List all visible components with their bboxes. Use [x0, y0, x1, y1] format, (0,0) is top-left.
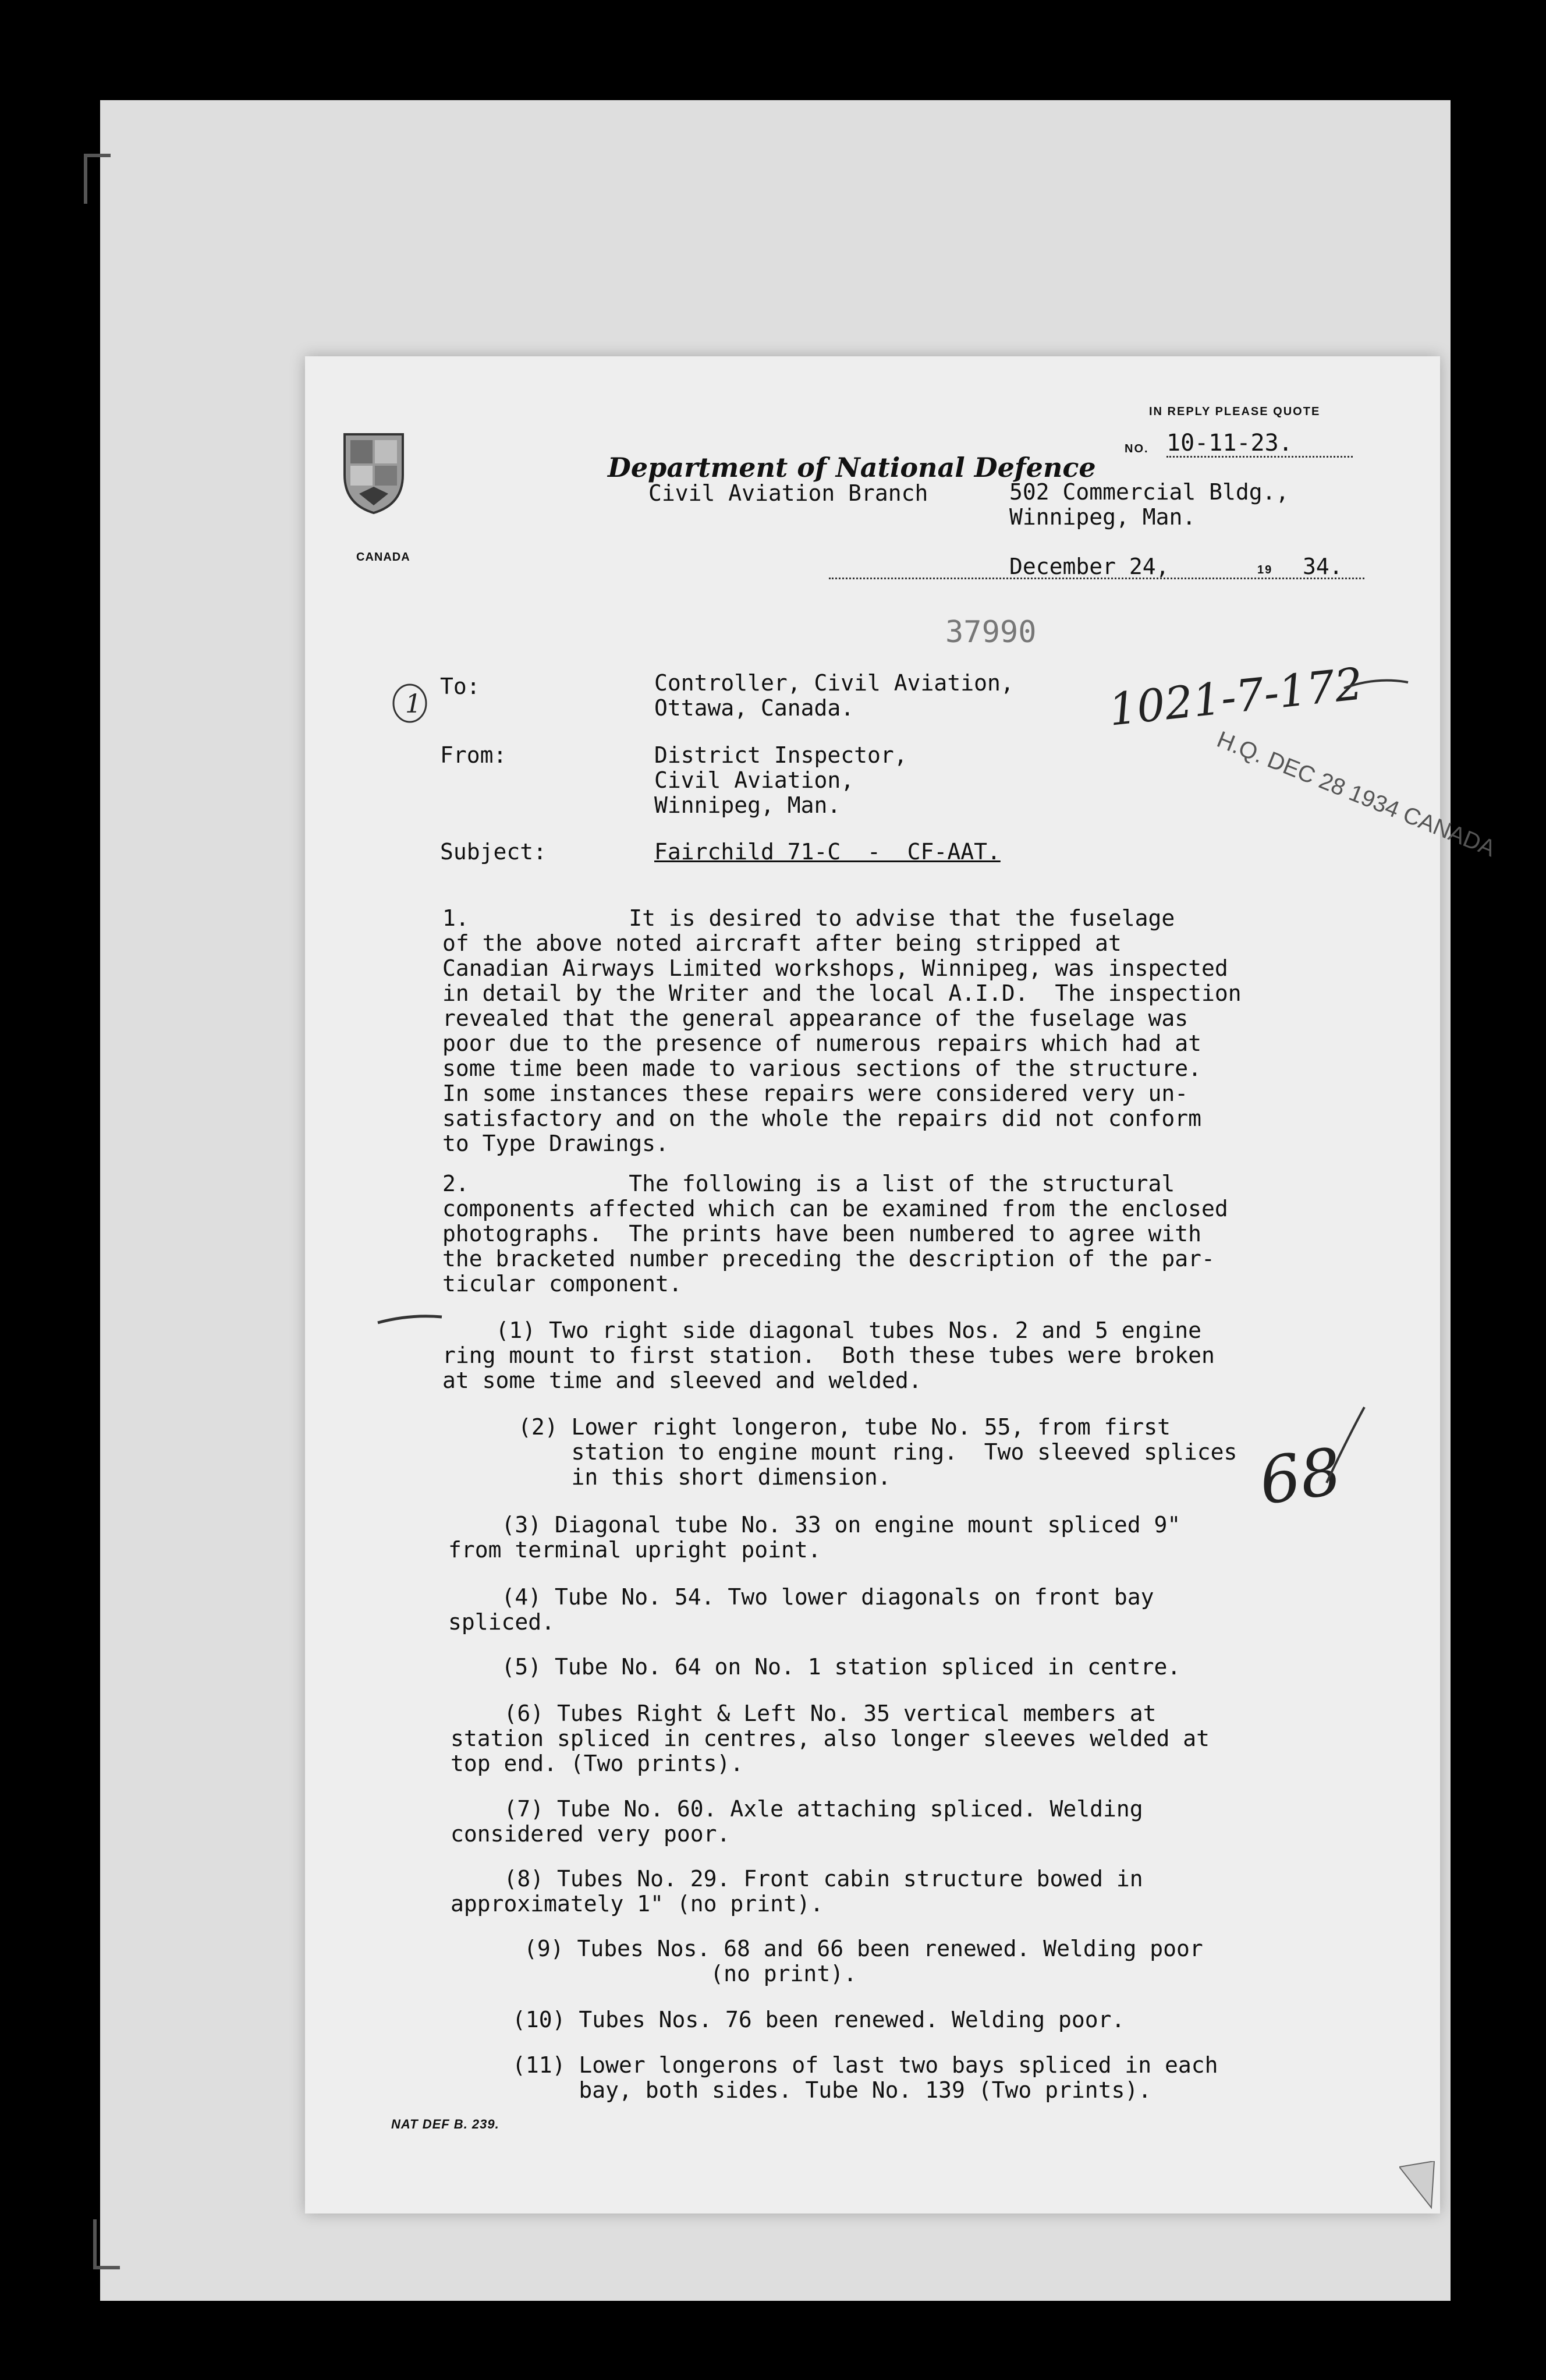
- address-line-1: 502 Commercial Bldg.,: [1009, 479, 1289, 505]
- branch-name: Civil Aviation Branch: [648, 480, 928, 506]
- subject-label: Subject:: [440, 839, 547, 865]
- list-item-6: (6) Tubes Right & Left No. 35 vertical members at station spliced in centres, also longer sleeves welded at top end. (Two prints).: [451, 1701, 1210, 1776]
- from-line-2: Civil Aviation,: [654, 767, 854, 793]
- date-century: 19: [1257, 564, 1273, 576]
- handwritten-underline: [1341, 671, 1411, 694]
- file-number: 10-11-23.: [1166, 431, 1353, 458]
- circled-annotation-text: 1: [405, 689, 421, 719]
- coat-of-arms-caption: CANADA: [356, 551, 410, 564]
- margin-stroke: [1324, 1404, 1370, 1486]
- crop-mark-bottom-left: [93, 2219, 120, 2269]
- list-item-5: (5) Tube No. 64 on No. 1 station spliced in centre.: [448, 1654, 1181, 1680]
- letter-page: [305, 356, 1499, 2213]
- file-number-label: NO.: [1125, 442, 1149, 455]
- reply-quote-label: IN REPLY PLEASE QUOTE: [1149, 405, 1321, 418]
- list-item-1: (1) Two right side diagonal tubes Nos. 2 and 5 engine ring mount to first station. Both these tubes were broken at some time and sleeved and welded.: [442, 1318, 1215, 1393]
- registry-stamp-number: 37990: [945, 615, 1037, 650]
- list-item-11: (11) Lower longerons of last two bays spliced in each bay, both sides. Tube No. 139 (Two prints).: [512, 2052, 1218, 2103]
- form-number: NAT DEF B. 239.: [391, 2117, 499, 2131]
- from-line-1: District Inspector,: [654, 742, 907, 768]
- margin-dash: [375, 1311, 445, 1329]
- coat-of-arms-emblem: [339, 428, 409, 516]
- to-line-2: Ottawa, Canada.: [654, 695, 854, 721]
- received-date-stamp: H.Q. DEC 28 1934 CANADA: [1213, 726, 1499, 862]
- list-item-8: (8) Tubes No. 29. Front cabin structure bowed in approximately 1" (no print).: [451, 1866, 1143, 1917]
- to-line-1: Controller, Civil Aviation,: [654, 670, 1014, 696]
- list-item-9: (9) Tubes Nos. 68 and 66 been renewed. Welding poor (no print).: [524, 1936, 1203, 1986]
- address-line-2: Winnipeg, Man.: [1009, 504, 1196, 530]
- file-reference-handwritten: 1021-7-172: [1106, 657, 1366, 736]
- date-year: 34.: [1303, 554, 1343, 579]
- date-text: December 24,: [1009, 554, 1169, 579]
- department-title: Department of National Defence: [608, 452, 1096, 483]
- to-label: To:: [440, 674, 480, 699]
- margin-number-handwritten: 68: [1254, 1433, 1346, 1520]
- paragraph-1: 1. It is desired to advise that the fuselage of the above noted aircraft after being stripped at Canadian Airways Limited workshops, Winnipeg, was inspected in detail by the Writer and the local A.I.D. The inspection revealed that the general appearance of the fuselage was poor due to the presence of numerous repairs which had at some time been made to various sections of the structure. In some instances these repairs were considered very un- satisfactory and on the whole the repairs did not conform to Type Drawings.: [442, 905, 1242, 1156]
- folded-corner: [1399, 2161, 1440, 2213]
- crop-mark-top-left: [84, 154, 111, 204]
- list-item-4: (4) Tube No. 54. Two lower diagonals on front bay spliced.: [448, 1584, 1154, 1635]
- paragraph-2: 2. The following is a list of the structural components affected which can be examined from the enclosed photographs. The prints have been numbered to agree with the bracketed number preceding the description of the par- ticular component.: [442, 1171, 1228, 1297]
- from-label: From:: [440, 742, 507, 768]
- list-item-3: (3) Diagonal tube No. 33 on engine mount spliced 9" from terminal upright point.: [448, 1512, 1181, 1563]
- subject-value: Fairchild 71-C - CF-AAT.: [654, 839, 1001, 865]
- from-line-3: Winnipeg, Man.: [654, 792, 841, 818]
- list-item-10: (10) Tubes Nos. 76 been renewed. Welding poor.: [512, 2007, 1125, 2032]
- list-item-2: (2) Lower right longeron, tube No. 55, from first station to engine mount ring. Two sleeved splices in this short dimension.: [518, 1414, 1237, 1490]
- list-item-7: (7) Tube No. 60. Axle attaching spliced. Welding considered very poor.: [451, 1796, 1143, 1847]
